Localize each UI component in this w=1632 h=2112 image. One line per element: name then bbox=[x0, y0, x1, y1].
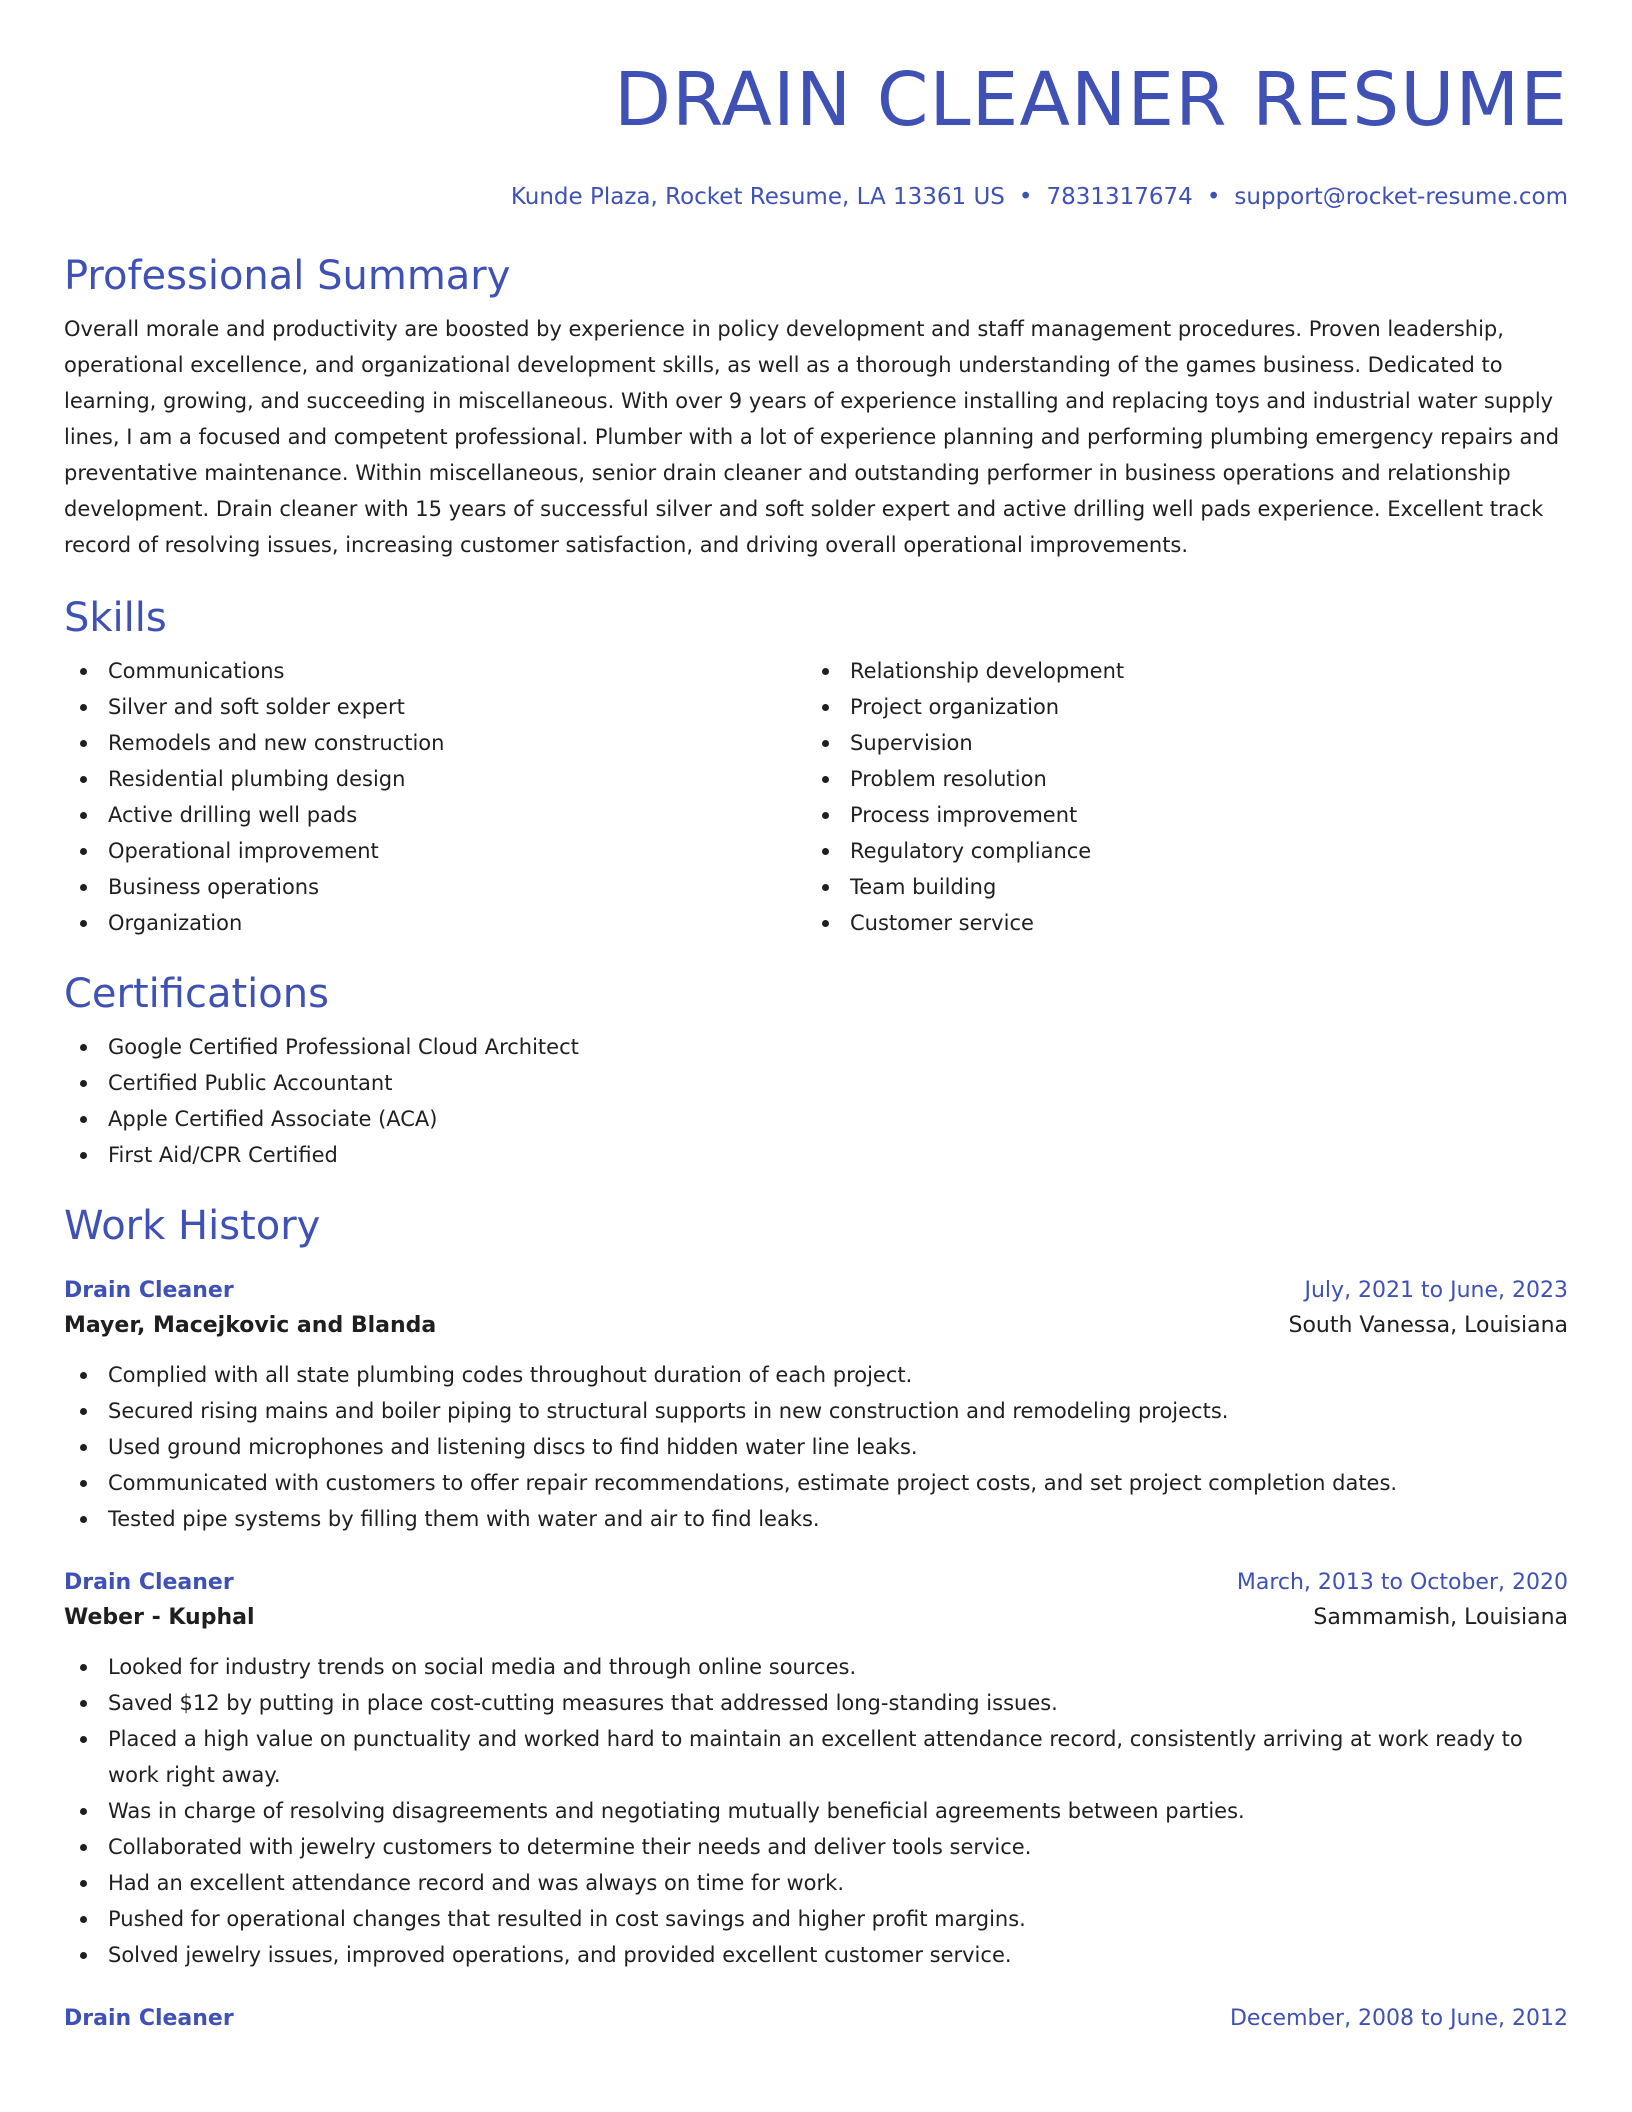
job-dates: March, 2013 to October, 2020 bbox=[1236, 1570, 1568, 1595]
contact-separator: • bbox=[1206, 184, 1221, 210]
skill-item: Business operations bbox=[64, 869, 806, 905]
summary-heading: Professional Summary bbox=[64, 253, 511, 299]
skill-item: Process improvement bbox=[806, 797, 1548, 833]
certification-item: First Aid/CPR Certified bbox=[64, 1137, 1568, 1173]
skills-section bbox=[64, 593, 1568, 941]
work-history-heading: Work History bbox=[64, 1203, 321, 1249]
skill-item: Customer service bbox=[806, 905, 1548, 941]
job-entry bbox=[64, 1567, 1568, 1973]
certification-item: Apple Certified Associate (ACA) bbox=[64, 1101, 1568, 1137]
contact-address: Kunde Plaza, Rocket Resume, LA 13361 US bbox=[510, 184, 1005, 210]
job-dates: December, 2008 to June, 2012 bbox=[1229, 2006, 1568, 2031]
job-title: Drain Cleaner bbox=[64, 1570, 234, 1595]
job-bullet: Solved jewelry issues, improved operations, and provided excellent customer service. bbox=[64, 1937, 1568, 1973]
job-bullet-list bbox=[64, 1357, 1568, 1537]
contact-email: support@rocket-resume.com bbox=[1234, 184, 1568, 210]
certification-item: Certified Public Accountant bbox=[64, 1065, 1568, 1101]
job-header-row bbox=[64, 1567, 1568, 1599]
job-company: Weber - Kuphal bbox=[64, 1605, 255, 1630]
job-title: Drain Cleaner bbox=[64, 1278, 234, 1303]
job-location: Sammamish, Louisiana bbox=[1313, 1605, 1568, 1630]
skill-item: Communications bbox=[64, 653, 806, 689]
job-bullet: Pushed for operational changes that resulted in cost savings and higher profit margins. bbox=[64, 1901, 1568, 1937]
skill-item: Operational improvement bbox=[64, 833, 806, 869]
job-bullet: Was in charge of resolving disagreements and negotiating mutually beneficial agreements between parties. bbox=[64, 1793, 1568, 1829]
skills-list-right bbox=[806, 653, 1548, 941]
job-header-row bbox=[64, 1275, 1568, 1307]
skill-item: Silver and soft solder expert bbox=[64, 689, 806, 725]
certifications-list bbox=[64, 1029, 1568, 1173]
certification-item: Google Certified Professional Cloud Architect bbox=[64, 1029, 1568, 1065]
job-bullet: Secured rising mains and boiler piping to structural supports in new construction and remodeling projects. bbox=[64, 1393, 1568, 1429]
resume-title: DRAIN CLEANER RESUME bbox=[614, 57, 1568, 143]
skill-item: Problem resolution bbox=[806, 761, 1548, 797]
skill-item: Supervision bbox=[806, 725, 1548, 761]
skill-item: Project organization bbox=[806, 689, 1548, 725]
job-bullet: Used ground microphones and listening discs to find hidden water line leaks. bbox=[64, 1429, 1568, 1465]
job-entry bbox=[64, 1275, 1568, 1537]
contact-separator: • bbox=[1018, 184, 1033, 210]
job-bullet: Placed a high value on punctuality and worked hard to maintain an excellent attendance record, consistently arriving at work ready to work right away. bbox=[64, 1721, 1568, 1793]
summary-section bbox=[64, 251, 1568, 563]
job-location: South Vanessa, Louisiana bbox=[1288, 1313, 1568, 1338]
job-company-row bbox=[64, 1307, 1568, 1345]
skill-item: Residential plumbing design bbox=[64, 761, 806, 797]
job-bullet: Looked for industry trends on social media and through online sources. bbox=[64, 1649, 1568, 1685]
resume-header bbox=[64, 52, 1568, 213]
skills-grid bbox=[64, 653, 1568, 941]
job-bullet: Had an excellent attendance record and was always on time for work. bbox=[64, 1865, 1568, 1901]
contact-line bbox=[64, 181, 1568, 213]
skills-list-left bbox=[64, 653, 806, 941]
job-company-row bbox=[64, 1599, 1568, 1637]
certifications-section bbox=[64, 969, 1568, 1173]
job-company: Mayer, Macejkovic and Blanda bbox=[64, 1313, 437, 1338]
job-title: Drain Cleaner bbox=[64, 2006, 234, 2031]
skill-item: Relationship development bbox=[806, 653, 1548, 689]
job-entry bbox=[64, 2003, 1568, 2035]
job-bullet: Saved $12 by putting in place cost-cutting measures that addressed long-standing issues. bbox=[64, 1685, 1568, 1721]
skill-item: Remodels and new construction bbox=[64, 725, 806, 761]
summary-text: Overall morale and productivity are boosted by experience in policy development and staff management procedures. Proven leadership, operational excellence, and organizational development skills, as well as a thorough understanding of the games business. Dedicated to learning, growing, and succeeding in miscellaneous. With over 9 years of experience installing and replacing toys and industrial water supply lines, I am a focused and competent professional. Plumber with a lot of experience planning and performing plumbing emergency repairs and preventative maintenance. Within miscellaneous, senior drain cleaner and outstanding performer in business operations and relationship development. Drain cleaner with 15 years of successful silver and soft solder expert and active drilling well pads experience. Excellent track record of resolving issues, increasing customer satisfaction, and driving overall operational improvements. bbox=[64, 317, 1560, 557]
skill-item: Regulatory compliance bbox=[806, 833, 1548, 869]
skill-item: Team building bbox=[806, 869, 1548, 905]
certifications-heading: Certifications bbox=[64, 971, 329, 1017]
skills-heading: Skills bbox=[64, 595, 167, 641]
job-bullet: Complied with all state plumbing codes throughout duration of each project. bbox=[64, 1357, 1568, 1393]
job-bullet-list bbox=[64, 1649, 1568, 1973]
job-bullet: Collaborated with jewelry customers to determine their needs and deliver tools service. bbox=[64, 1829, 1568, 1865]
contact-phone: 7831317674 bbox=[1046, 184, 1193, 210]
job-bullet: Tested pipe systems by filling them with water and air to find leaks. bbox=[64, 1501, 1568, 1537]
job-bullet: Communicated with customers to offer repair recommendations, estimate project costs, and set project completion dates. bbox=[64, 1465, 1568, 1501]
job-dates: July, 2021 to June, 2023 bbox=[1304, 1278, 1568, 1303]
work-history-section bbox=[64, 1201, 1568, 2035]
skill-item: Organization bbox=[64, 905, 806, 941]
skill-item: Active drilling well pads bbox=[64, 797, 806, 833]
job-header-row bbox=[64, 2003, 1568, 2035]
